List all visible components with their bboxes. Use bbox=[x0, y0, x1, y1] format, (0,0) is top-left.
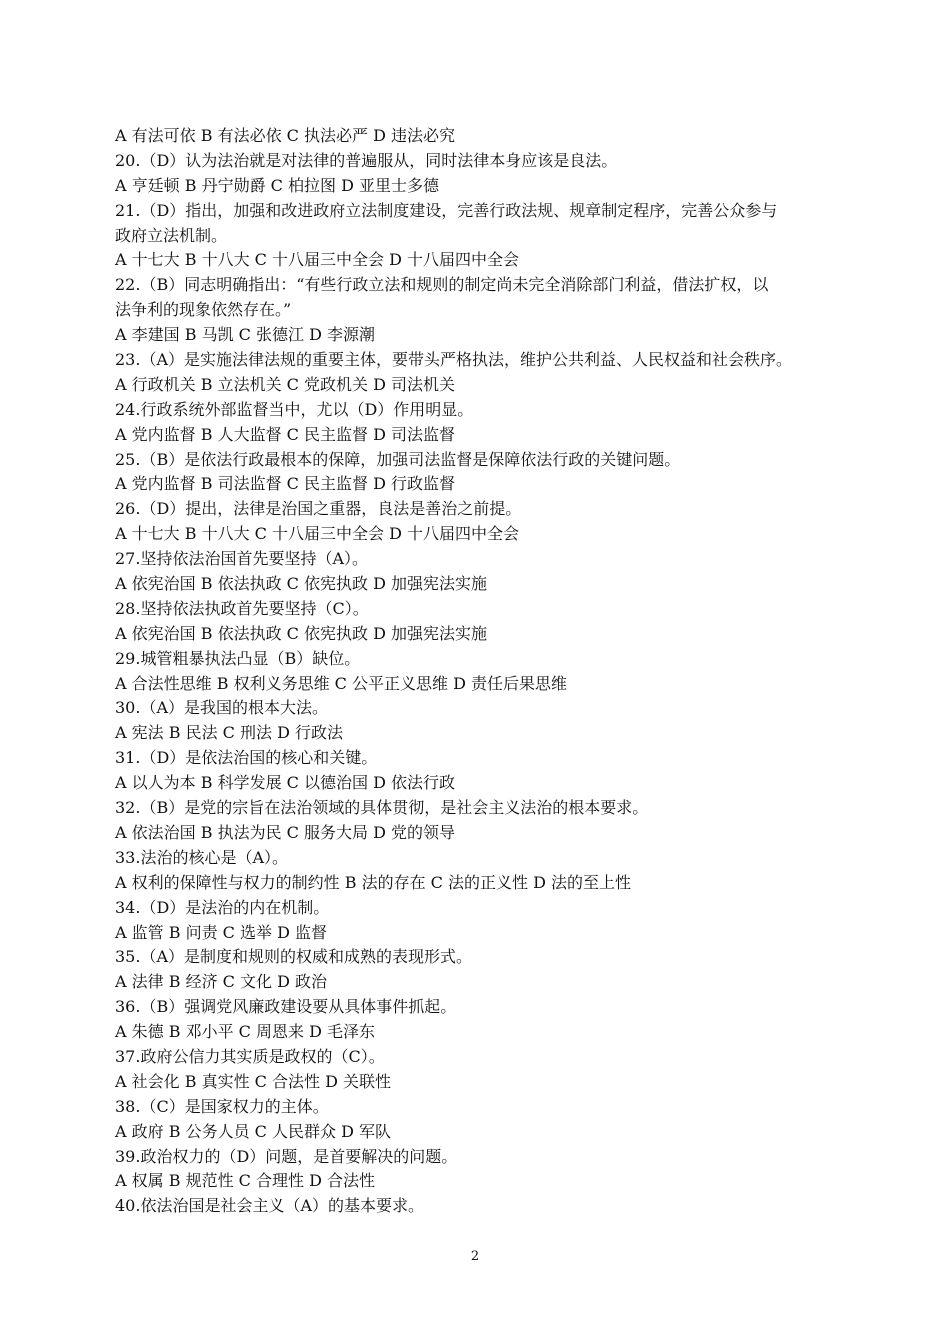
text-line: 26.（D）提出，法律是治国之重器，良法是善治之前提。 bbox=[115, 499, 522, 519]
text-line: A 以人为本 B 科学发展 C 以德治国 D 依法行政 bbox=[115, 773, 455, 793]
text-line: A 十七大 B 十八大 C 十八届三中全会 D 十八届四中全会 bbox=[115, 250, 519, 270]
text-line: 38.（C）是国家权力的主体。 bbox=[115, 1096, 329, 1116]
text-line: A 李建国 B 马凯 C 张德江 D 李源潮 bbox=[115, 325, 375, 345]
text-line: A 党内监督 B 司法监督 C 民主监督 D 行政监督 bbox=[115, 474, 455, 494]
text-line: A 政府 B 公务人员 C 人民群众 D 军队 bbox=[115, 1121, 391, 1141]
text-line: A 朱德 B 邓小平 C 周恩来 D 毛泽东 bbox=[115, 1022, 375, 1042]
text-line: 22.（B）同志明确指出：“有些行政立法和规则的制定尚未完全消除部门利益，借法扩权，以 bbox=[115, 275, 769, 295]
text-line: A 亨廷顿 B 丹宁勋爵 C 柏拉图 D 亚里士多德 bbox=[115, 175, 439, 195]
text-line: 23.（A）是实施法律法规的重要主体，要带头严格执法，维护公共利益、人民权益和社会秩序。 bbox=[115, 350, 793, 370]
text-line: A 权属 B 规范性 C 合理性 D 合法性 bbox=[115, 1171, 375, 1191]
text-line: 37.政府公信力其实质是政权的（C）。 bbox=[115, 1046, 385, 1066]
text-line: 34.（D）是法治的内在机制。 bbox=[115, 897, 330, 917]
text-line: 33.法治的核心是（A）。 bbox=[115, 847, 289, 867]
text-line: 36.（B）强调党风廉政建设要从具体事件抓起。 bbox=[115, 997, 457, 1017]
text-line: 32.（B）是党的宗旨在法治领域的具体贯彻，是社会主义法治的根本要求。 bbox=[115, 798, 649, 818]
text-line: A 依法治国 B 执法为民 C 服务大局 D 党的领导 bbox=[115, 822, 455, 842]
text-line: A 党内监督 B 人大监督 C 民主监督 D 司法监督 bbox=[115, 424, 455, 444]
text-line: 25.（B）是依法行政最根本的保障，加强司法监督是保障依法行政的关键问题。 bbox=[115, 449, 681, 469]
text-line: A 法律 B 经济 C 文化 D 政治 bbox=[115, 972, 327, 992]
page-number: 2 bbox=[470, 1249, 480, 1264]
text-line: A 权利的保障性与权力的制约性 B 法的存在 C 法的正义性 D 法的至上性 bbox=[115, 872, 631, 892]
text-line: 35.（A）是制度和规则的权威和成熟的表现形式。 bbox=[115, 947, 473, 967]
text-line: A 有法可依 B 有法必依 C 执法必严 D 违法必究 bbox=[115, 126, 455, 145]
question-list bbox=[115, 124, 895, 1219]
text-line: 31.（D）是依法治国的核心和关键。 bbox=[115, 748, 378, 768]
text-line: A 依宪治国 B 依法执政 C 依宪执政 D 加强宪法实施 bbox=[115, 574, 487, 594]
text-line: A 监管 B 问责 C 选举 D 监督 bbox=[115, 922, 327, 942]
text-line: A 社会化 B 真实性 C 合法性 D 关联性 bbox=[115, 1071, 391, 1091]
text-line: A 十七大 B 十八大 C 十八届三中全会 D 十八届四中全会 bbox=[115, 524, 519, 544]
text-line: 法争利的现象依然存在。” bbox=[115, 300, 292, 320]
text-line: 24.行政系统外部监督当中，尤以（D）作用明显。 bbox=[115, 399, 474, 419]
text-line: A 依宪治国 B 依法执政 C 依宪执政 D 加强宪法实施 bbox=[115, 623, 487, 643]
text-line: A 行政机关 B 立法机关 C 党政机关 D 司法机关 bbox=[115, 374, 455, 394]
text-line: 39.政治权力的（D）问题，是首要解决的问题。 bbox=[115, 1146, 458, 1166]
text-line: 政府立法机制。 bbox=[115, 225, 228, 245]
text-line: 30.（A）是我国的根本大法。 bbox=[115, 698, 329, 718]
text-line: 20.（D）认为法治就是对法律的普遍服从，同时法律本身应该是良法。 bbox=[115, 150, 618, 170]
text-line: 40.依法治国是社会主义（A）的基本要求。 bbox=[115, 1196, 425, 1216]
text-line: A 宪法 B 民法 C 刑法 D 行政法 bbox=[115, 723, 343, 743]
text-line: 21.（D）指出，加强和改进政府立法制度建设，完善行政法规、规章制定程序，完善公众参与 bbox=[115, 200, 778, 220]
text-line: A 合法性思维 B 权利义务思维 C 公平正义思维 D 责任后果思维 bbox=[115, 673, 567, 693]
text-line: 28.坚持依法执政首先要坚持（C）。 bbox=[115, 598, 369, 618]
text-line: 29.城管粗暴执法凸显（B）缺位。 bbox=[115, 648, 361, 668]
text-line: 27.坚持依法治国首先要坚持（A）。 bbox=[115, 549, 369, 569]
